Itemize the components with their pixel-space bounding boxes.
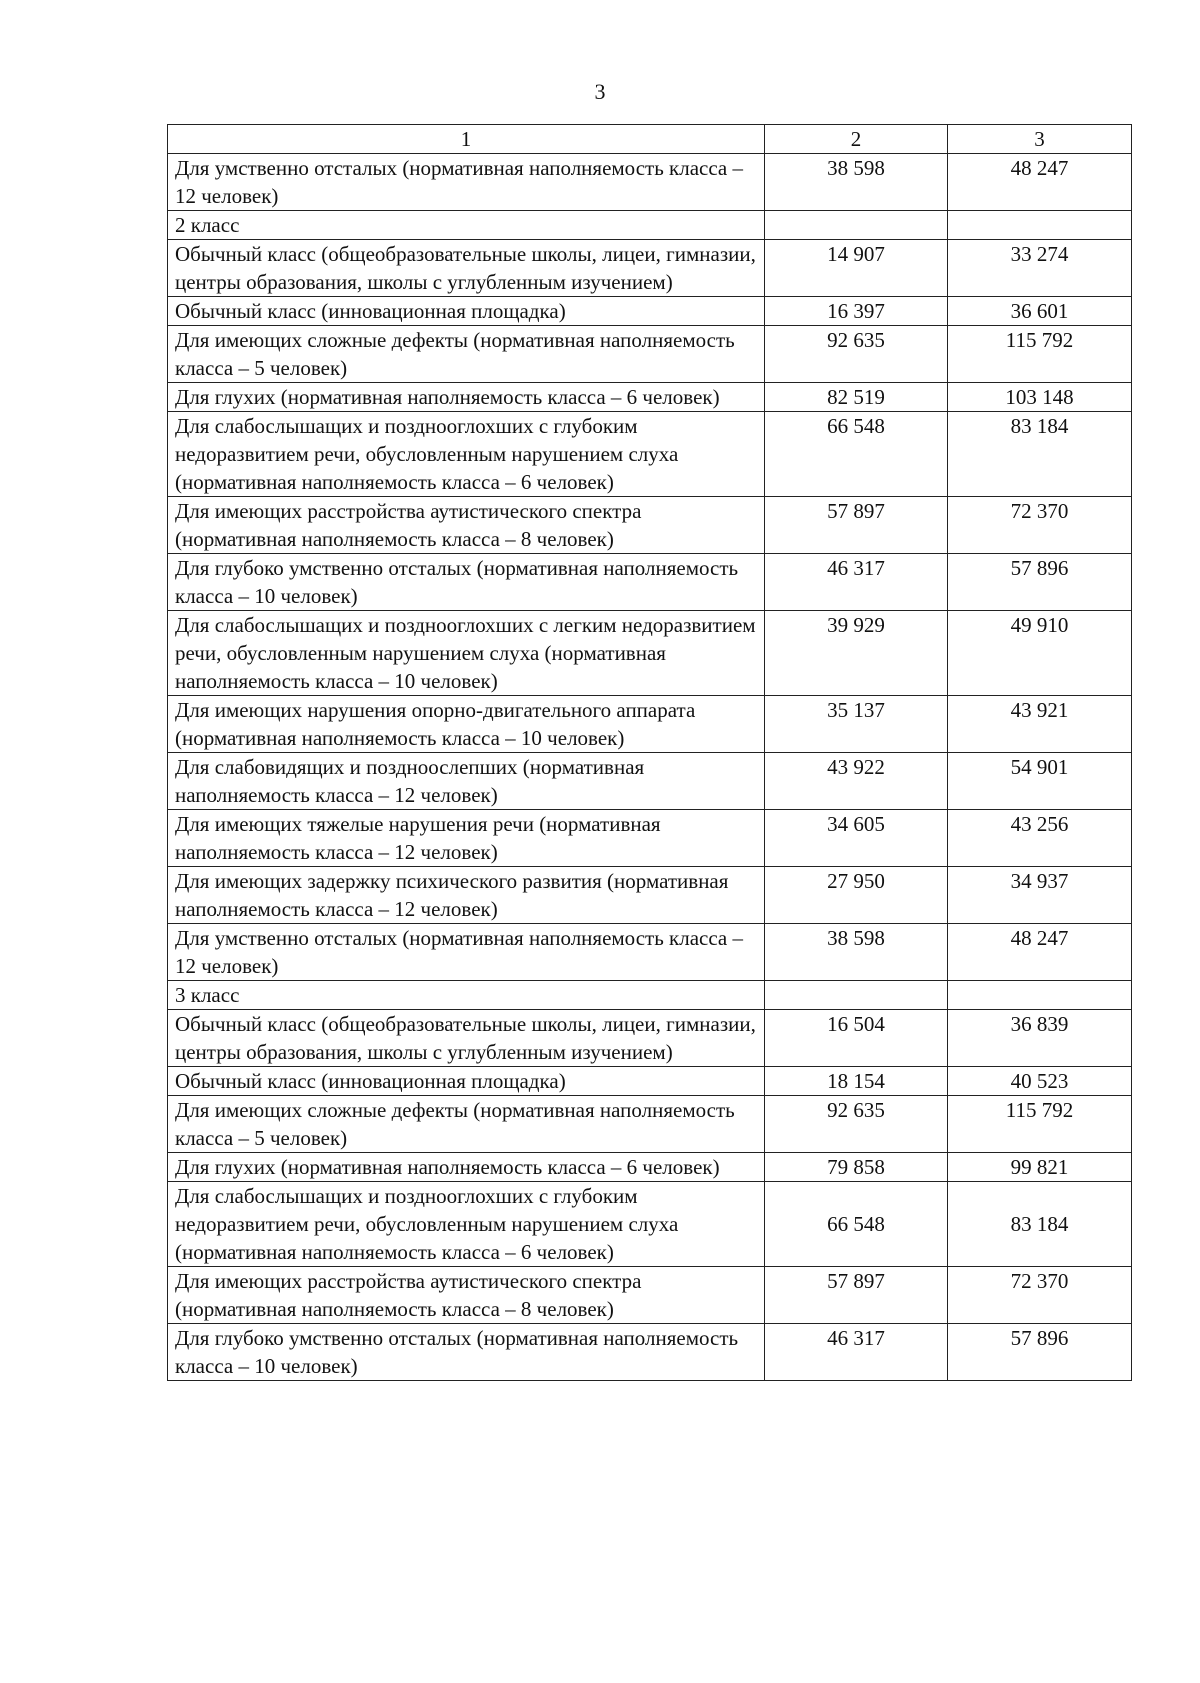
row-value-col3: 48 247 (948, 924, 1132, 981)
row-label: Для имеющих сложные дефекты (нормативная наполняемость класса – 5 человек) (168, 1096, 765, 1153)
row-value-col2: 16 504 (765, 1010, 948, 1067)
table-row (168, 696, 1132, 753)
row-value-col3: 54 901 (948, 753, 1132, 810)
table-row (168, 1324, 1132, 1381)
table-row (168, 1182, 1132, 1267)
section-label: 3 класс (168, 981, 765, 1010)
row-label: Для умственно отсталых (нормативная наполняемость класса – 12 человек) (168, 154, 765, 211)
table-row (168, 497, 1132, 554)
row-value-col2: 57 897 (765, 1267, 948, 1324)
row-value-col3: 99 821 (948, 1153, 1132, 1182)
row-label: Для слабовидящих и поздноослепших (нормативная наполняемость класса – 12 человек) (168, 753, 765, 810)
table-row (168, 1267, 1132, 1324)
row-value-col2: 66 548 (765, 1182, 948, 1267)
row-value-col3: 83 184 (948, 412, 1132, 497)
row-label: Обычный класс (инновационная площадка) (168, 1067, 765, 1096)
table-row (168, 810, 1132, 867)
row-value-col2: 35 137 (765, 696, 948, 753)
page-number: 3 (594, 79, 606, 104)
table-row (168, 154, 1132, 211)
row-label: Для глухих (нормативная наполняемость класса – 6 человек) (168, 1153, 765, 1182)
row-value-col2: 38 598 (765, 924, 948, 981)
column-header-2: 2 (765, 125, 948, 154)
row-value-col2: 79 858 (765, 1153, 948, 1182)
row-value-col3: 36 839 (948, 1010, 1132, 1067)
row-value-col2: 92 635 (765, 326, 948, 383)
row-value-col2: 66 548 (765, 412, 948, 497)
row-value-col2: 34 605 (765, 810, 948, 867)
row-value-col3 (948, 211, 1132, 240)
table-row (168, 383, 1132, 412)
table-row (168, 1096, 1132, 1153)
row-value-col2: 57 897 (765, 497, 948, 554)
row-value-col2: 39 929 (765, 611, 948, 696)
row-label: Для глубоко умственно отсталых (нормативная наполняемость класса – 10 человек) (168, 1324, 765, 1381)
table-row (168, 924, 1132, 981)
row-value-col2: 92 635 (765, 1096, 948, 1153)
row-value-col2: 46 317 (765, 554, 948, 611)
data-table (167, 124, 1132, 1381)
table-row (168, 753, 1132, 810)
row-value-col3 (948, 981, 1132, 1010)
row-value-col2: 18 154 (765, 1067, 948, 1096)
row-label: Для умственно отсталых (нормативная наполняемость класса – 12 человек) (168, 924, 765, 981)
row-label: Для имеющих нарушения опорно-двигательного аппарата (нормативная наполняемость класса – 10 человек) (168, 696, 765, 753)
row-value-col2 (765, 211, 948, 240)
table-row (168, 554, 1132, 611)
row-value-col2: 46 317 (765, 1324, 948, 1381)
row-label: Обычный класс (общеобразовательные школы, лицеи, гимназии, центры образования, школы с углубленным изучением) (168, 1010, 765, 1067)
row-label: Обычный класс (инновационная площадка) (168, 297, 765, 326)
row-value-col3: 43 921 (948, 696, 1132, 753)
table-row (168, 1153, 1132, 1182)
row-value-col2: 43 922 (765, 753, 948, 810)
row-label: Для имеющих расстройства аутистического спектра (нормативная наполняемость класса – 8 человек) (168, 1267, 765, 1324)
row-value-col3: 57 896 (948, 1324, 1132, 1381)
table-header-row (168, 125, 1132, 154)
row-label: Для имеющих сложные дефекты (нормативная наполняемость класса – 5 человек) (168, 326, 765, 383)
row-value-col3: 36 601 (948, 297, 1132, 326)
row-label: Для слабослышащих и позднооглохших с глубоким недоразвитием речи, обусловленным нарушением слуха (нормативная наполняемость класса – 6 человек) (168, 1182, 765, 1267)
row-value-col3: 103 148 (948, 383, 1132, 412)
table-row (168, 326, 1132, 383)
row-value-col2: 38 598 (765, 154, 948, 211)
table-section-row (168, 981, 1132, 1010)
table-row (168, 1067, 1132, 1096)
row-value-col2: 82 519 (765, 383, 948, 412)
row-label: Обычный класс (общеобразовательные школы, лицеи, гимназии, центры образования, школы с углубленным изучением) (168, 240, 765, 297)
row-label: Для слабослышащих и позднооглохших с легким недоразвитием речи, обусловленным нарушением слуха (нормативная наполняемость класса – 10 человек) (168, 611, 765, 696)
row-label: Для слабослышащих и позднооглохших с глубоким недоразвитием речи, обусловленным нарушением слуха (нормативная наполняемость класса – 6 человек) (168, 412, 765, 497)
row-value-col3: 83 184 (948, 1182, 1132, 1267)
table-row (168, 611, 1132, 696)
row-label: Для имеющих задержку психического развития (нормативная наполняемость класса – 12 человек) (168, 867, 765, 924)
row-value-col3: 72 370 (948, 1267, 1132, 1324)
row-value-col3: 49 910 (948, 611, 1132, 696)
row-value-col3: 48 247 (948, 154, 1132, 211)
row-value-col3: 72 370 (948, 497, 1132, 554)
table-section-row (168, 211, 1132, 240)
row-label: Для имеющих тяжелые нарушения речи (нормативная наполняемость класса – 12 человек) (168, 810, 765, 867)
row-value-col3: 115 792 (948, 326, 1132, 383)
column-header-1: 1 (168, 125, 765, 154)
row-value-col3: 57 896 (948, 554, 1132, 611)
row-value-col3: 40 523 (948, 1067, 1132, 1096)
row-value-col2: 16 397 (765, 297, 948, 326)
row-value-col3: 43 256 (948, 810, 1132, 867)
column-header-3: 3 (948, 125, 1132, 154)
row-value-col3: 34 937 (948, 867, 1132, 924)
table-row (168, 412, 1132, 497)
row-label: Для имеющих расстройства аутистического спектра (нормативная наполняемость класса – 8 человек) (168, 497, 765, 554)
row-value-col2 (765, 981, 948, 1010)
table-row (168, 1010, 1132, 1067)
row-label: Для глухих (нормативная наполняемость класса – 6 человек) (168, 383, 765, 412)
row-value-col2: 14 907 (765, 240, 948, 297)
table-row (168, 867, 1132, 924)
row-value-col2: 27 950 (765, 867, 948, 924)
row-label: Для глубоко умственно отсталых (нормативная наполняемость класса – 10 человек) (168, 554, 765, 611)
row-value-col3: 33 274 (948, 240, 1132, 297)
table-row (168, 240, 1132, 297)
section-label: 2 класс (168, 211, 765, 240)
row-value-col3: 115 792 (948, 1096, 1132, 1153)
table-row (168, 297, 1132, 326)
